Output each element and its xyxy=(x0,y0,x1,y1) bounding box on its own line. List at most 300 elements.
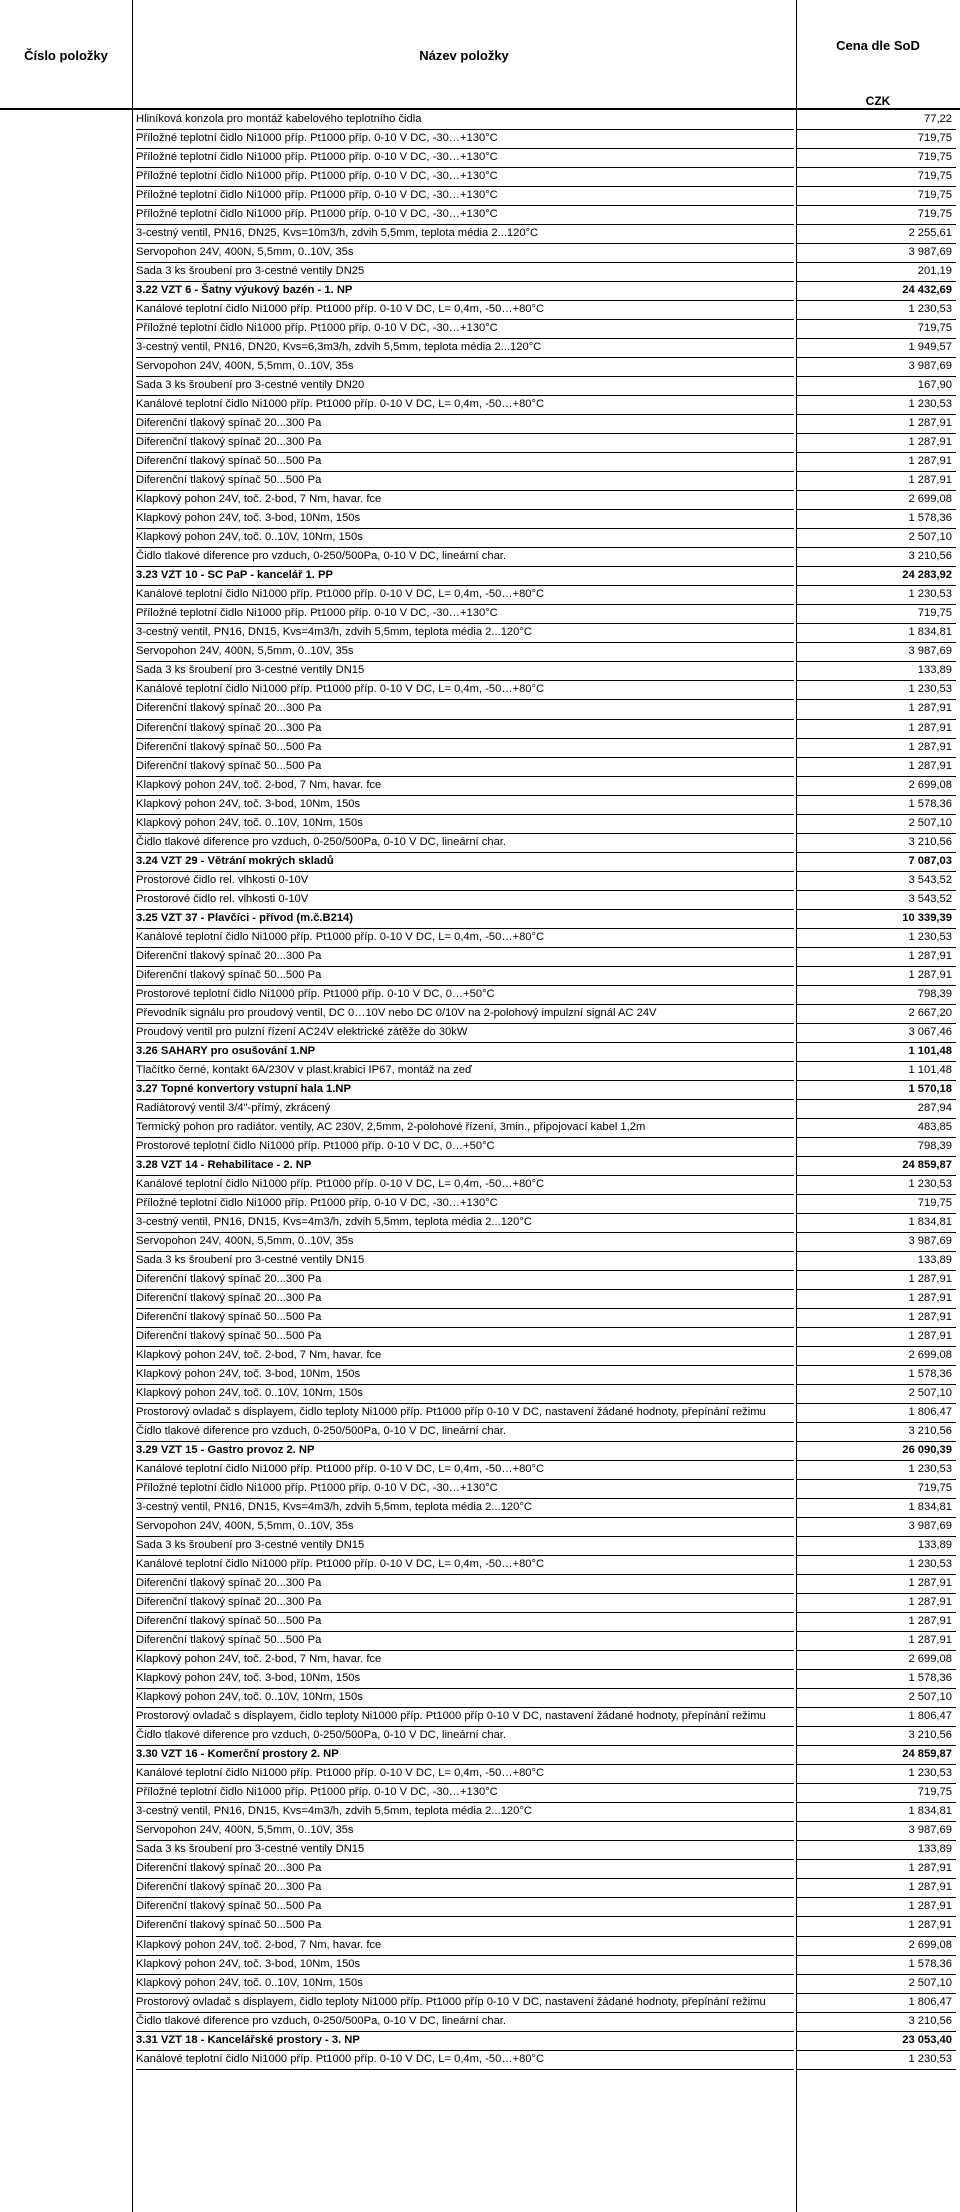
item-number-cell xyxy=(0,1688,132,1707)
item-number-cell xyxy=(0,814,132,833)
table-row xyxy=(0,205,960,224)
item-number-cell xyxy=(0,1479,132,1498)
table-row xyxy=(0,890,960,909)
item-number-cell xyxy=(0,1308,132,1327)
item-name-cell: 3.26 SAHARY pro osušování 1.NP xyxy=(136,1042,794,1062)
item-price-cell: 719,75 xyxy=(796,129,956,149)
item-price-cell: 1 834,81 xyxy=(796,1213,956,1233)
item-price-cell: 1 834,81 xyxy=(796,1802,956,1822)
item-number-cell xyxy=(0,1555,132,1574)
item-price-cell: 719,75 xyxy=(796,186,956,206)
item-number-cell xyxy=(0,1460,132,1479)
item-number-cell xyxy=(0,1004,132,1023)
item-price-cell: 1 578,36 xyxy=(796,1955,956,1975)
column-header-price: Cena dle SoD xyxy=(836,38,920,53)
item-name-cell: Kanálové teplotní čidlo Ni1000 příp. Pt1000 příp. 0-10 V DC, L= 0,4m, -50…+80°C xyxy=(136,1460,794,1480)
item-price-cell: 1 230,53 xyxy=(796,585,956,605)
section-row xyxy=(0,909,960,928)
item-price-cell: 24 283,92 xyxy=(796,566,956,586)
table-row xyxy=(0,642,960,661)
table-row xyxy=(0,1840,960,1859)
item-name-cell: 3.22 VZT 6 - Šatny výukový bazén - 1. NP xyxy=(136,281,794,301)
item-number-cell xyxy=(0,395,132,414)
item-name-cell: Diferenční tlakový spínač 50...500 Pa xyxy=(136,1897,794,1917)
item-number-cell xyxy=(0,1061,132,1080)
table-row xyxy=(0,1232,960,1251)
item-number-cell xyxy=(0,186,132,205)
item-name-cell: 3.27 Topné konvertory vstupní hala 1.NP xyxy=(136,1080,794,1100)
item-name-cell: Prostorový ovladač s displayem, čidlo teploty Ni1000 příp. Pt1000 příp 0-10 V DC, nastavení žádané hodnoty, přepínání režimu xyxy=(136,1403,794,1423)
item-name-cell: Klapkový pohon 24V, toč. 0..10V, 10Nm, 150s xyxy=(136,1974,794,1994)
item-name-cell: Prostorové čidlo rel. vlhkosti 0-10V xyxy=(136,890,794,910)
item-price-cell: 23 053,40 xyxy=(796,2031,956,2051)
table-row xyxy=(0,1289,960,1308)
item-number-cell xyxy=(0,1194,132,1213)
item-price-cell: 3 543,52 xyxy=(796,890,956,910)
item-price-cell: 1 230,53 xyxy=(796,1175,956,1195)
item-price-cell: 2 507,10 xyxy=(796,1384,956,1404)
item-name-cell: Tlačítko černé, kontakt 6A/230V v plast.krabici IP67, montáž na zeď xyxy=(136,1061,794,1081)
table-row xyxy=(0,490,960,509)
table-row xyxy=(0,1517,960,1536)
section-row xyxy=(0,1042,960,1061)
item-price-cell: 1 287,91 xyxy=(796,757,956,777)
item-number-cell xyxy=(0,1232,132,1251)
item-number-cell xyxy=(0,2050,132,2069)
item-number-cell xyxy=(0,776,132,795)
item-price-cell: 798,39 xyxy=(796,985,956,1005)
item-name-cell: 3-cestný ventil, PN16, DN25, Kvs=10m3/h, zdvih 5,5mm, teplota média 2...120°C xyxy=(136,224,794,244)
item-name-cell: Diferenční tlakový spínač 20...300 Pa xyxy=(136,1289,794,1309)
table-row xyxy=(0,1936,960,1955)
item-number-cell xyxy=(0,1156,132,1175)
item-price-cell: 1 287,91 xyxy=(796,966,956,986)
item-number-cell xyxy=(0,909,132,928)
item-number-cell xyxy=(0,1498,132,1517)
item-number-cell xyxy=(0,604,132,623)
item-name-cell: Příložné teplotní čidlo Ni1000 příp. Pt1000 příp. 0-10 V DC, -30…+130°C xyxy=(136,319,794,339)
table-row xyxy=(0,680,960,699)
table-row xyxy=(0,395,960,414)
item-price-cell: 1 287,91 xyxy=(796,452,956,472)
item-number-cell xyxy=(0,1441,132,1460)
item-name-cell: Diferenční tlakový spínač 20...300 Pa xyxy=(136,699,794,719)
item-number-cell xyxy=(0,966,132,985)
item-price-cell: 3 987,69 xyxy=(796,1232,956,1252)
item-name-cell: Diferenční tlakový spínač 20...300 Pa xyxy=(136,1270,794,1290)
item-price-cell: 1 287,91 xyxy=(796,947,956,967)
item-name-cell: Diferenční tlakový spínač 20...300 Pa xyxy=(136,1593,794,1613)
item-number-cell xyxy=(0,1365,132,1384)
item-number-cell xyxy=(0,528,132,547)
item-name-cell: Servopohon 24V, 400N, 5,5mm, 0..10V, 35s xyxy=(136,1821,794,1841)
table-row xyxy=(0,1974,960,1993)
item-price-cell: 1 230,53 xyxy=(796,1764,956,1784)
table-row xyxy=(0,1422,960,1441)
table-row xyxy=(0,1384,960,1403)
table-row xyxy=(0,2050,960,2069)
table-row xyxy=(0,661,960,680)
item-price-cell: 1 287,91 xyxy=(796,1327,956,1347)
item-number-cell xyxy=(0,795,132,814)
item-price-cell: 201,19 xyxy=(796,262,956,282)
item-price-cell: 1 230,53 xyxy=(796,928,956,948)
item-number-cell xyxy=(0,490,132,509)
item-name-cell: Klapkový pohon 24V, toč. 3-bod, 10Nm, 150s xyxy=(136,1365,794,1385)
item-name-cell: Diferenční tlakový spínač 20...300 Pa xyxy=(136,1859,794,1879)
item-price-cell: 2 699,08 xyxy=(796,776,956,796)
table-row xyxy=(0,1403,960,1422)
table-row xyxy=(0,1498,960,1517)
item-number-cell xyxy=(0,1422,132,1441)
item-name-cell: Klapkový pohon 24V, toč. 3-bod, 10Nm, 150s xyxy=(136,795,794,815)
item-name-cell: Diferenční tlakový spínač 20...300 Pa xyxy=(136,414,794,434)
item-name-cell: Příložné teplotní čidlo Ni1000 příp. Pt1000 příp. 0-10 V DC, -30…+130°C xyxy=(136,1783,794,1803)
item-number-cell xyxy=(0,433,132,452)
item-price-cell: 3 210,56 xyxy=(796,1726,956,1746)
table-row xyxy=(0,1023,960,1042)
table-row xyxy=(0,1593,960,1612)
table-row xyxy=(0,224,960,243)
item-name-cell: Kanálové teplotní čidlo Ni1000 příp. Pt1000 příp. 0-10 V DC, L= 0,4m, -50…+80°C xyxy=(136,2050,794,2070)
item-number-cell xyxy=(0,1118,132,1137)
table-row xyxy=(0,1536,960,1555)
item-price-cell: 1 287,91 xyxy=(796,1593,956,1613)
item-name-cell: Prostorové teplotní čidlo Ni1000 příp. Pt1000 příp. 0-10 V DC, 0…+50°C xyxy=(136,1137,794,1157)
item-number-cell xyxy=(0,947,132,966)
item-price-cell: 133,89 xyxy=(796,1251,956,1271)
table-row xyxy=(0,262,960,281)
table-row xyxy=(0,1194,960,1213)
item-number-cell xyxy=(0,2012,132,2031)
table-row xyxy=(0,1004,960,1023)
table-row xyxy=(0,814,960,833)
item-number-cell xyxy=(0,1080,132,1099)
table-row xyxy=(0,871,960,890)
item-price-cell: 483,85 xyxy=(796,1118,956,1138)
item-name-cell: Kanálové teplotní čidlo Ni1000 příp. Pt1000 příp. 0-10 V DC, L= 0,4m, -50…+80°C xyxy=(136,1764,794,1784)
table-row xyxy=(0,110,960,129)
item-price-cell: 1 287,91 xyxy=(796,1289,956,1309)
item-price-cell: 3 987,69 xyxy=(796,642,956,662)
item-number-cell xyxy=(0,1707,132,1726)
item-name-cell: Kanálové teplotní čidlo Ni1000 příp. Pt1000 příp. 0-10 V DC, L= 0,4m, -50…+80°C xyxy=(136,395,794,415)
table-row xyxy=(0,243,960,262)
item-price-cell: 1 287,91 xyxy=(796,1574,956,1594)
item-number-cell xyxy=(0,1840,132,1859)
item-name-cell: Čidlo tlakové diference pro vzduch, 0-250/500Pa, 0-10 V DC, lineární char. xyxy=(136,833,794,853)
item-name-cell: Klapkový pohon 24V, toč. 2-bod, 7 Nm, havar. fce xyxy=(136,1936,794,1956)
item-number-cell xyxy=(0,585,132,604)
item-price-cell: 1 806,47 xyxy=(796,1707,956,1727)
item-name-cell: Prostorový ovladač s displayem, čidlo teploty Ni1000 příp. Pt1000 příp 0-10 V DC, nastavení žádané hodnoty, přepínání režimu xyxy=(136,1707,794,1727)
item-number-cell xyxy=(0,1974,132,1993)
table-row xyxy=(0,167,960,186)
item-name-cell: Diferenční tlakový spínač 20...300 Pa xyxy=(136,719,794,739)
item-name-cell: Diferenční tlakový spínač 50...500 Pa xyxy=(136,1612,794,1632)
item-number-cell xyxy=(0,243,132,262)
item-number-cell xyxy=(0,452,132,471)
item-name-cell: 3.31 VZT 18 - Kancelářské prostory - 3. NP xyxy=(136,2031,794,2051)
item-name-cell: 3-cestný ventil, PN16, DN15, Kvs=4m3/h, zdvih 5,5mm, teplota média 2...120°C xyxy=(136,1213,794,1233)
item-number-cell xyxy=(0,890,132,909)
item-price-cell: 2 699,08 xyxy=(796,490,956,510)
item-price-cell: 3 210,56 xyxy=(796,2012,956,2032)
item-name-cell: Příložné teplotní čidlo Ni1000 příp. Pt1000 příp. 0-10 V DC, -30…+130°C xyxy=(136,129,794,149)
item-name-cell: Kanálové teplotní čidlo Ni1000 příp. Pt1000 příp. 0-10 V DC, L= 0,4m, -50…+80°C xyxy=(136,1555,794,1575)
item-number-cell xyxy=(0,985,132,1004)
table-row xyxy=(0,547,960,566)
header-divider xyxy=(132,0,133,108)
item-price-cell: 10 339,39 xyxy=(796,909,956,929)
item-name-cell: Klapkový pohon 24V, toč. 2-bod, 7 Nm, havar. fce xyxy=(136,776,794,796)
table-row xyxy=(0,623,960,642)
item-name-cell: Radiátorový ventil 3/4"-přímý, zkrácený xyxy=(136,1099,794,1119)
item-name-cell: 3.28 VZT 14 - Rehabilitace - 2. NP xyxy=(136,1156,794,1176)
item-name-cell: Čidlo tlakové diference pro vzduch, 0-250/500Pa, 0-10 V DC, lineární char. xyxy=(136,2012,794,2032)
item-number-cell xyxy=(0,338,132,357)
table-row xyxy=(0,1061,960,1080)
item-price-cell: 133,89 xyxy=(796,1536,956,1556)
item-price-cell: 1 230,53 xyxy=(796,395,956,415)
item-number-cell xyxy=(0,262,132,281)
item-price-cell: 3 987,69 xyxy=(796,1517,956,1537)
table-row xyxy=(0,1783,960,1802)
table-body xyxy=(0,110,960,2069)
column-header-currency: CZK xyxy=(865,94,891,108)
item-name-cell: Diferenční tlakový spínač 50...500 Pa xyxy=(136,738,794,758)
table-row xyxy=(0,1688,960,1707)
table-row xyxy=(0,985,960,1004)
table-row xyxy=(0,585,960,604)
column-header-name: Název položky xyxy=(419,48,509,63)
item-price-cell: 2 699,08 xyxy=(796,1346,956,1366)
item-number-cell xyxy=(0,757,132,776)
item-name-cell: Příložné teplotní čidlo Ni1000 příp. Pt1000 příp. 0-10 V DC, -30…+130°C xyxy=(136,205,794,225)
item-price-cell: 719,75 xyxy=(796,319,956,339)
item-name-cell: Servopohon 24V, 400N, 5,5mm, 0..10V, 35s xyxy=(136,1517,794,1537)
item-price-cell: 1 834,81 xyxy=(796,1498,956,1518)
item-name-cell: Diferenční tlakový spínač 50...500 Pa xyxy=(136,452,794,472)
item-name-cell: Příložné teplotní čidlo Ni1000 příp. Pt1000 příp. 0-10 V DC, -30…+130°C xyxy=(136,1479,794,1499)
item-number-cell xyxy=(0,148,132,167)
table-row xyxy=(0,833,960,852)
table-row xyxy=(0,148,960,167)
item-number-cell xyxy=(0,1403,132,1422)
item-name-cell: Sada 3 ks šroubení pro 3-cestné ventily DN25 xyxy=(136,262,794,282)
item-price-cell: 7 087,03 xyxy=(796,852,956,872)
item-number-cell xyxy=(0,1993,132,2012)
item-name-cell: Kanálové teplotní čidlo Ni1000 příp. Pt1000 příp. 0-10 V DC, L= 0,4m, -50…+80°C xyxy=(136,1175,794,1195)
table-row xyxy=(0,947,960,966)
section-row xyxy=(0,1441,960,1460)
item-number-cell xyxy=(0,319,132,338)
table-row xyxy=(0,1346,960,1365)
item-price-cell: 719,75 xyxy=(796,205,956,225)
item-number-cell xyxy=(0,1764,132,1783)
table-row xyxy=(0,376,960,395)
item-number-cell xyxy=(0,1916,132,1935)
table-row xyxy=(0,1878,960,1897)
table-row xyxy=(0,1270,960,1289)
table-row xyxy=(0,129,960,148)
item-name-cell: Servopohon 24V, 400N, 5,5mm, 0..10V, 35s xyxy=(136,642,794,662)
table-row xyxy=(0,1365,960,1384)
item-price-cell: 1 578,36 xyxy=(796,795,956,815)
item-price-cell: 77,22 xyxy=(796,110,956,130)
item-number-cell xyxy=(0,1346,132,1365)
table-row xyxy=(0,1897,960,1916)
item-number-cell xyxy=(0,1099,132,1118)
section-row xyxy=(0,852,960,871)
item-price-cell: 1 287,91 xyxy=(796,471,956,491)
item-name-cell: Příložné teplotní čidlo Ni1000 příp. Pt1000 příp. 0-10 V DC, -30…+130°C xyxy=(136,1194,794,1214)
table-row xyxy=(0,1707,960,1726)
item-number-cell xyxy=(0,566,132,585)
table-row xyxy=(0,1479,960,1498)
table-row xyxy=(0,1726,960,1745)
item-name-cell: Čidlo tlakové diference pro vzduch, 0-250/500Pa, 0-10 V DC, lineární char. xyxy=(136,1726,794,1746)
item-name-cell: Diferenční tlakový spínač 20...300 Pa xyxy=(136,947,794,967)
table-row xyxy=(0,1555,960,1574)
item-price-cell: 1 570,18 xyxy=(796,1080,956,1100)
item-price-cell: 1 287,91 xyxy=(796,1308,956,1328)
item-price-cell: 719,75 xyxy=(796,1194,956,1214)
item-price-cell: 1 834,81 xyxy=(796,623,956,643)
item-number-cell xyxy=(0,1042,132,1061)
item-name-cell: Diferenční tlakový spínač 50...500 Pa xyxy=(136,1327,794,1347)
item-number-cell xyxy=(0,414,132,433)
item-number-cell xyxy=(0,1802,132,1821)
table-row xyxy=(0,471,960,490)
item-name-cell: 3-cestný ventil, PN16, DN20, Kvs=6,3m3/h, zdvih 5,5mm, teplota média 2...120°C xyxy=(136,338,794,358)
section-row xyxy=(0,2031,960,2050)
item-name-cell: Diferenční tlakový spínač 50...500 Pa xyxy=(136,471,794,491)
item-price-cell: 3 987,69 xyxy=(796,1821,956,1841)
item-price-cell: 3 067,46 xyxy=(796,1023,956,1043)
item-name-cell: Diferenční tlakový spínač 50...500 Pa xyxy=(136,1916,794,1936)
item-price-cell: 3 987,69 xyxy=(796,243,956,263)
item-name-cell: Prostorové čidlo rel. vlhkosti 0-10V xyxy=(136,871,794,891)
item-number-cell xyxy=(0,1384,132,1403)
table-row xyxy=(0,1118,960,1137)
item-number-cell xyxy=(0,1726,132,1745)
item-number-cell xyxy=(0,281,132,300)
item-name-cell: 3.25 VZT 37 - Plavčíci - přívod (m.č.B214) xyxy=(136,909,794,929)
item-number-cell xyxy=(0,1175,132,1194)
item-price-cell: 1 287,91 xyxy=(796,1631,956,1651)
table-row xyxy=(0,604,960,623)
item-number-cell xyxy=(0,224,132,243)
table-row xyxy=(0,186,960,205)
item-name-cell: Diferenční tlakový spínač 20...300 Pa xyxy=(136,433,794,453)
table-row xyxy=(0,699,960,718)
item-name-cell: Klapkový pohon 24V, toč. 0..10V, 10Nm, 150s xyxy=(136,528,794,548)
table-header xyxy=(0,0,960,110)
item-price-cell: 1 101,48 xyxy=(796,1061,956,1081)
item-name-cell: Příložné teplotní čidlo Ni1000 příp. Pt1000 příp. 0-10 V DC, -30…+130°C xyxy=(136,167,794,187)
item-name-cell: Diferenční tlakový spínač 20...300 Pa xyxy=(136,1878,794,1898)
table-row xyxy=(0,528,960,547)
table-row xyxy=(0,433,960,452)
item-number-cell xyxy=(0,871,132,890)
item-number-cell xyxy=(0,1631,132,1650)
table-row xyxy=(0,452,960,471)
item-price-cell: 1 578,36 xyxy=(796,1669,956,1689)
table-row xyxy=(0,1308,960,1327)
item-price-cell: 719,75 xyxy=(796,1783,956,1803)
item-price-cell: 1 287,91 xyxy=(796,738,956,758)
table-row xyxy=(0,414,960,433)
table-row xyxy=(0,1802,960,1821)
item-price-cell: 798,39 xyxy=(796,1137,956,1157)
table-row xyxy=(0,928,960,947)
table-row xyxy=(0,509,960,528)
table-row xyxy=(0,1821,960,1840)
item-number-cell xyxy=(0,300,132,319)
item-price-cell: 1 230,53 xyxy=(796,2050,956,2070)
table-row xyxy=(0,357,960,376)
item-price-cell: 133,89 xyxy=(796,1840,956,1860)
table-row xyxy=(0,300,960,319)
item-name-cell: Servopohon 24V, 400N, 5,5mm, 0..10V, 35s xyxy=(136,1232,794,1252)
item-name-cell: Čidlo tlakové diference pro vzduch, 0-250/500Pa, 0-10 V DC, lineární char. xyxy=(136,547,794,567)
item-number-cell xyxy=(0,509,132,528)
item-number-cell xyxy=(0,1593,132,1612)
item-name-cell: Klapkový pohon 24V, toč. 2-bod, 7 Nm, havar. fce xyxy=(136,490,794,510)
item-number-cell xyxy=(0,1270,132,1289)
item-number-cell xyxy=(0,1023,132,1042)
item-name-cell: Sada 3 ks šroubení pro 3-cestné ventily DN15 xyxy=(136,661,794,681)
item-price-cell: 719,75 xyxy=(796,148,956,168)
item-price-cell: 1 287,91 xyxy=(796,1878,956,1898)
section-row xyxy=(0,281,960,300)
item-price-cell: 1 230,53 xyxy=(796,300,956,320)
header-divider xyxy=(796,0,797,108)
item-number-cell xyxy=(0,1289,132,1308)
item-number-cell xyxy=(0,642,132,661)
item-price-cell: 1 287,91 xyxy=(796,433,956,453)
item-number-cell xyxy=(0,1783,132,1802)
item-name-cell: 3.23 VZT 10 - SC PaP - kancelář 1. PP xyxy=(136,566,794,586)
table-row xyxy=(0,966,960,985)
item-name-cell: Klapkový pohon 24V, toč. 2-bod, 7 Nm, havar. fce xyxy=(136,1346,794,1366)
item-number-cell xyxy=(0,1936,132,1955)
table-row xyxy=(0,795,960,814)
item-number-cell xyxy=(0,1859,132,1878)
item-number-cell xyxy=(0,205,132,224)
item-name-cell: Klapkový pohon 24V, toč. 3-bod, 10Nm, 150s xyxy=(136,1669,794,1689)
table-row xyxy=(0,1916,960,1935)
item-price-cell: 1 101,48 xyxy=(796,1042,956,1062)
item-number-cell xyxy=(0,1669,132,1688)
item-name-cell: Sada 3 ks šroubení pro 3-cestné ventily DN15 xyxy=(136,1840,794,1860)
item-number-cell xyxy=(0,471,132,490)
item-name-cell: Kanálové teplotní čidlo Ni1000 příp. Pt1000 příp. 0-10 V DC, L= 0,4m, -50…+80°C xyxy=(136,585,794,605)
table-row xyxy=(0,1650,960,1669)
table-row xyxy=(0,319,960,338)
item-number-cell xyxy=(0,833,132,852)
item-number-cell xyxy=(0,623,132,642)
item-price-cell: 1 287,91 xyxy=(796,414,956,434)
item-price-cell: 719,75 xyxy=(796,167,956,187)
item-number-cell xyxy=(0,1821,132,1840)
item-name-cell: Diferenční tlakový spínač 50...500 Pa xyxy=(136,966,794,986)
item-number-cell xyxy=(0,1612,132,1631)
item-price-cell: 3 210,56 xyxy=(796,833,956,853)
item-number-cell xyxy=(0,547,132,566)
item-price-cell: 719,75 xyxy=(796,1479,956,1499)
